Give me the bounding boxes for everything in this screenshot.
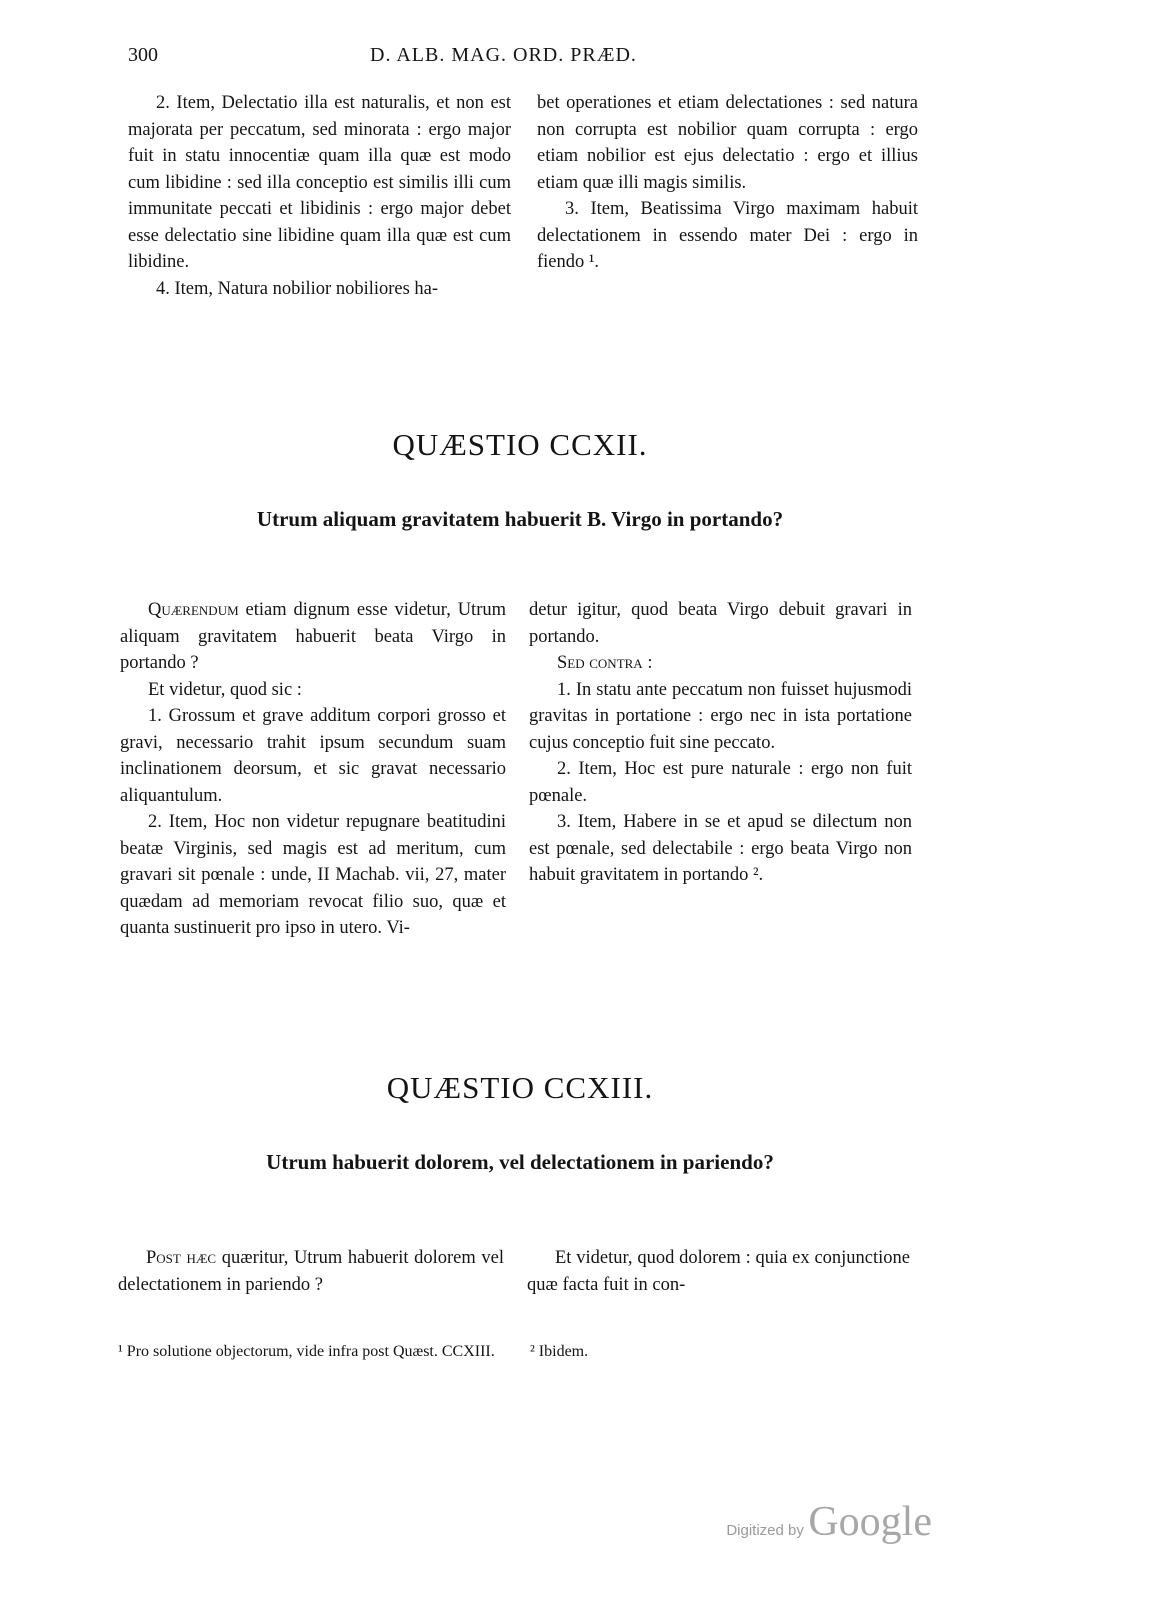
paragraph: 3. Item, Beatissima Virgo maximam habuit delectationem in essendo mater Dei : ergo in fiendo ¹.	[537, 199, 918, 272]
opening-text: etiam dignum esse videtur, Utrum aliquam gravitatem habuerit beata Virgo in portando ?	[120, 600, 506, 673]
credit-label: Digitized by	[726, 1522, 804, 1539]
running-header	[128, 44, 688, 74]
q213-left-column	[118, 1245, 504, 1298]
paragraph: bet operationes et etiam delectationes : sed natura non corrupta est nobilior quam corrupta : ergo etiam nobilior est ejus delectatio : ergo et illius etiam quæ illi magis similis.	[537, 93, 918, 193]
q212-left-column	[120, 597, 506, 942]
footnote-right: ² Ibidem.	[530, 1343, 589, 1360]
paragraph: Et videtur, quod sic :	[148, 679, 302, 700]
paragraph: 1. Grossum et grave additum corpori grosso et gravi, necessario trahit ipsum secundum suam inclinationem deorsum, et sic gravat necessario aliquantulum.	[120, 706, 506, 806]
opening-text: quæritur, Utrum habuerit dolorem vel delectationem in pariendo ?	[118, 1248, 505, 1295]
opening-small-caps: Post hæc	[146, 1248, 217, 1268]
opening-small-caps: Quærendum	[148, 600, 239, 620]
paragraph: 3. Item, Habere in se et apud se dilectum non est pœnale, sed delectabile : ergo beata Virgo non habuit gravitatem in portando ².	[529, 812, 912, 885]
question-title: QUÆSTIO CCXII.	[392, 427, 648, 462]
sed-contra-heading: Sed contra :	[557, 653, 653, 673]
running-title: D. ALB. MAG. ORD. PRÆD.	[370, 44, 637, 66]
q212-right-column	[529, 597, 912, 889]
paragraph: Et videtur, quod dolorem : quia ex conjunctione quæ facta fuit in con-	[527, 1248, 910, 1295]
page-number: 300	[128, 44, 158, 66]
top-left-column	[128, 90, 511, 302]
question-subtitle: Utrum aliquam gravitatem habuerit B. Virgo in portando?	[256, 507, 784, 531]
top-right-column	[537, 90, 918, 276]
digitization-credit	[726, 1498, 932, 1546]
footnote-left: ¹ Pro solutione objectorum, vide infra post Quæst. CCXIII.	[118, 1343, 495, 1360]
paragraph: 2. Item, Delectatio illa est naturalis, et non est majorata per peccatum, sed minorata : ergo major fuit in statu innocentiæ quam illa quæ est modo cum libidine : sed illa conceptio est similis illi cum immunitate peccati et libidinis : ergo major debet esse delectatio sine libidine quam illa quæ est cum libidine.	[128, 93, 511, 272]
paragraph: 2. Item, Hoc non videtur repugnare beatitudini beatæ Virginis, sed magis est ad meritum, cum gravari sit pœnale : unde, II Machab. vii, 27, mater quædam ad memoriam revocat filio suo, quæ et quanta sustinuerit pro ipso in utero. Vi-	[120, 812, 506, 938]
paragraph: detur igitur, quod beata Virgo debuit gravari in portando.	[529, 600, 912, 647]
paragraph: 2. Item, Hoc est pure naturale : ergo non fuit pœnale.	[529, 759, 912, 806]
q213-right-column	[527, 1245, 910, 1298]
paragraph: 4. Item, Natura nobilior nobiliores ha-	[156, 278, 439, 299]
paragraph: 1. In statu ante peccatum non fuisset hujusmodi gravitas in portatione : ergo nec in ista portatione cujus conceptio fuit sine peccato.	[529, 679, 912, 753]
opening-paragraph	[120, 597, 506, 677]
question-title: QUÆSTIO CCXIII.	[386, 1070, 654, 1105]
opening-paragraph	[118, 1245, 504, 1298]
google-logo: Google	[808, 1499, 932, 1545]
question-subtitle: Utrum habuerit dolorem, vel delectationem in pariendo?	[266, 1150, 774, 1174]
